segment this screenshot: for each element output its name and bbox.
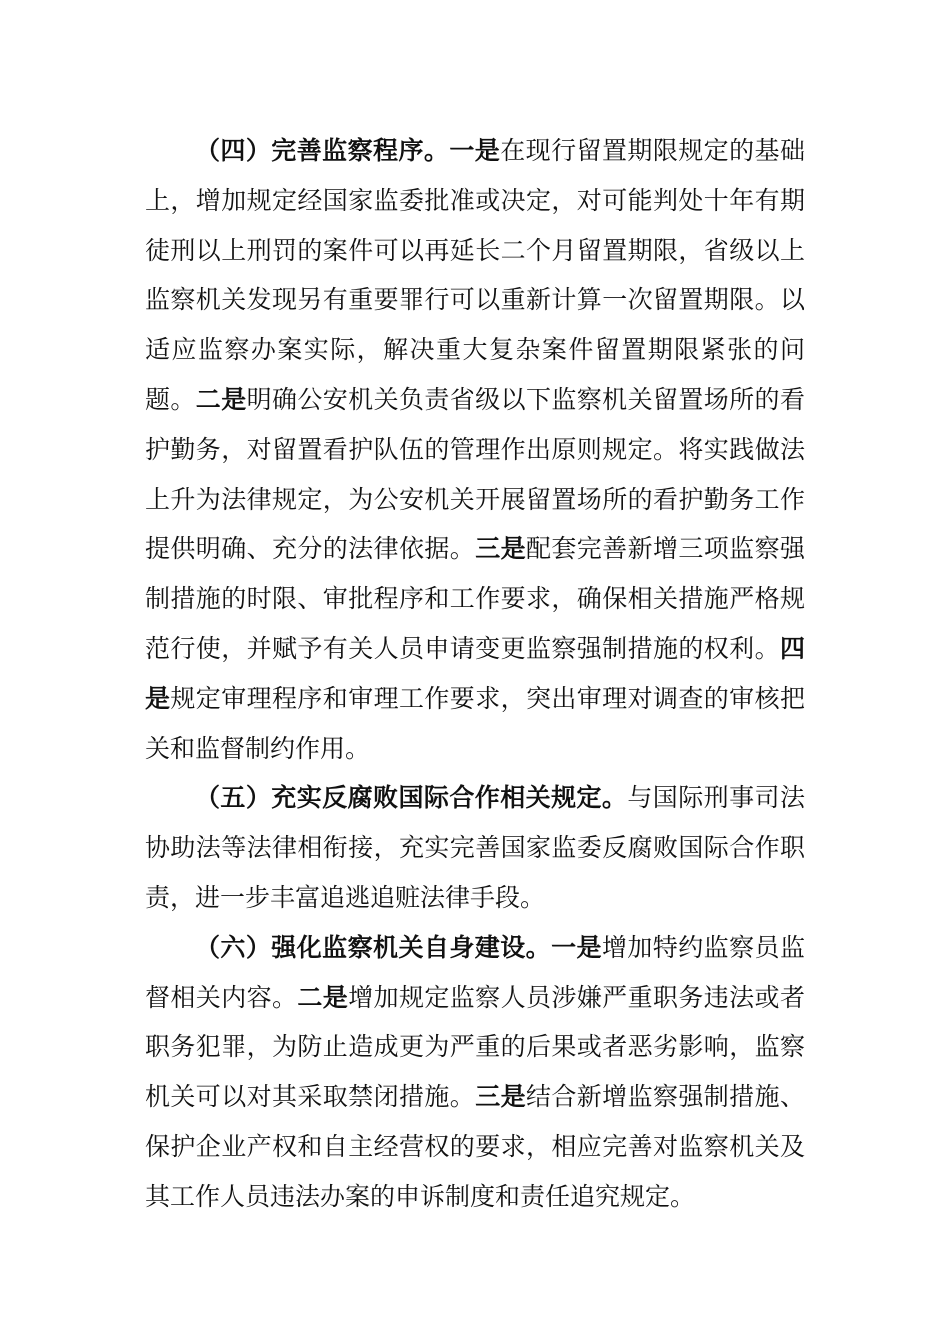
point-marker: 三是	[475, 534, 526, 564]
point-text: 在现行留置期限规定的基础上，增加规定经国家监委批准或决定，对可能判处十年有期徒刑以上刑罚的案件可以再延长二个月留置期限，省级以上监察机关发现另有重要罪行可以重新计算一次留置期限。以适应监察办案实际，解决重大复杂案件留置期限紧张的问题。	[145, 136, 805, 414]
point-text: 规定审理程序和审理工作要求，突出审理对调查的审核把关和监督制约作用。	[145, 683, 805, 763]
document-body	[145, 126, 805, 1222]
paragraph-4-improve-supervision-procedure	[145, 126, 805, 773]
point-text: 明确公安机关负责省级以下监察机关留置场所的看护勤务，对留置看护队伍的管理作出原则规定。将实践做法上升为法律规定，为公安机关开展留置场所的看护勤务工作提供明确、充分的法律依据。	[145, 384, 805, 564]
point-marker: 三是	[475, 1082, 526, 1112]
section-heading: （六）强化监察机关自身建设。	[195, 932, 552, 962]
point-text: 结合新增监察强制措施、保护企业产权和自主经营权的要求，相应完善对监察机关及其工作人员违法办案的申诉制度和责任追究规定。	[145, 1082, 805, 1211]
point-text: 增加规定监察人员涉嫌严重职务违法或者职务犯罪，为防止造成更为严重的后果或者恶劣影响，监察机关可以对其采取禁闭措施。	[145, 982, 805, 1112]
section-heading: （五）充实反腐败国际合作相关规定。	[195, 783, 628, 813]
point-text: 与国际刑事司法协助法等法律相衔接，充实完善国家监委反腐败国际合作职责，进一步丰富追逃追赃法律手段。	[145, 783, 805, 912]
point-marker: 一是	[449, 136, 501, 165]
point-text: 增加特约监察员监督相关内容。	[145, 932, 805, 1012]
section-heading: （四）完善监察程序。	[195, 136, 450, 165]
paragraph-5-international-cooperation	[145, 773, 805, 922]
paragraph-6-self-construction	[145, 923, 805, 1222]
point-marker: 四是	[145, 633, 805, 713]
point-text: 配套完善新增三项监察强制措施的时限、审批程序和工作要求，确保相关措施严格规范行使，并赋予有关人员申请变更监察强制措施的权利。	[145, 534, 805, 663]
point-marker: 一是	[551, 932, 602, 962]
point-marker: 二是	[195, 384, 247, 414]
point-marker: 二是	[297, 982, 349, 1012]
